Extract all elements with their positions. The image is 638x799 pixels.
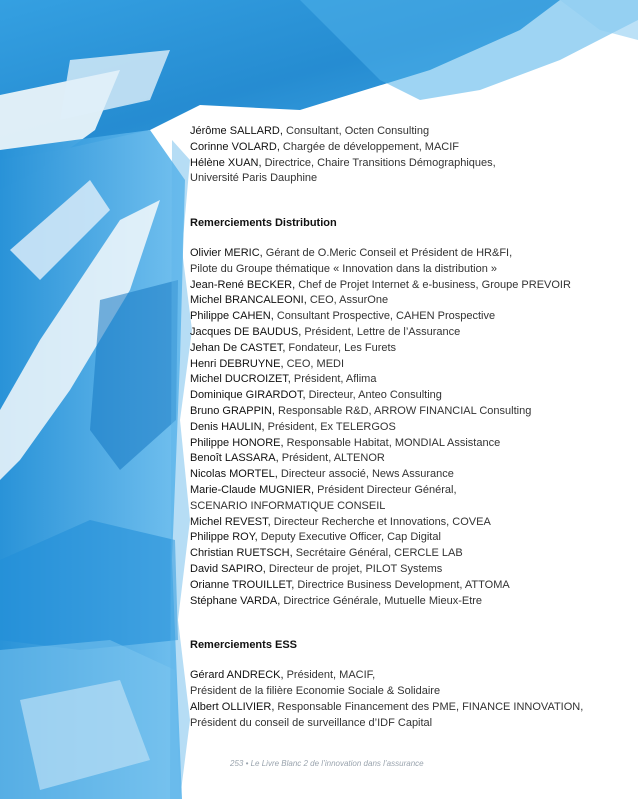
person-role: Directeur de projet, PILOT Systems: [265, 562, 443, 575]
entry: [190, 171, 630, 187]
person-name: Corinne VOLARD,: [190, 140, 280, 153]
person-role: Directrice Business Development, ATTOMA: [294, 578, 510, 591]
person-role: Président, ALTENOR: [278, 452, 385, 465]
person-name: Henri DEBRUYNE,: [190, 357, 284, 370]
page-footer: 253 • Le Livre Blanc 2 de l’innovation dans l’assurance: [230, 759, 424, 768]
entry: [190, 124, 630, 140]
person-role: Président, Aflima: [290, 373, 377, 386]
person-name: Jacques DE BAUDUS,: [190, 325, 302, 338]
person-role: Directeur, Anteo Consulting: [305, 389, 442, 402]
person-role: CEO, MEDI: [283, 357, 345, 370]
section-distribution: [190, 216, 630, 609]
entry: [190, 546, 630, 562]
section-opening: [190, 124, 630, 187]
person-name: Marie-Claude MUGNIER,: [190, 483, 315, 496]
entry: [190, 515, 630, 531]
person-name: Christian RUETSCH,: [190, 547, 293, 560]
person-role: Président du conseil de surveillance d’IDF Capital: [190, 716, 433, 729]
entry: [190, 499, 630, 515]
entry: [190, 451, 630, 467]
person-name: Denis HAULIN,: [190, 420, 265, 433]
person-role: Président, Lettre de l’Assurance: [301, 325, 461, 338]
section-ess: [190, 638, 630, 731]
person-role: Pilote du Groupe thématique « Innovation dans la distribution »: [190, 262, 497, 275]
person-role: CEO, AssurOne: [306, 294, 389, 307]
section-heading: Remerciements Distribution: [190, 217, 337, 230]
person-role: Président, Ex TELERGOS: [264, 420, 396, 433]
person-role: Chef de Projet Internet & e-business, Groupe PREVOIR: [295, 278, 571, 291]
entry: [190, 684, 630, 700]
entry: [190, 140, 630, 156]
person-name: Philippe HONORE,: [190, 436, 284, 449]
entry: [190, 325, 630, 341]
person-name: Stéphane VARDA,: [190, 594, 281, 607]
person-role: Directeur associé, News Assurance: [277, 468, 454, 481]
person-role: Responsable Financement des PME, FINANCE INNOVATION,: [274, 700, 584, 713]
entry: [190, 357, 630, 373]
person-name: Bruno GRAPPIN,: [190, 404, 275, 417]
entry: [190, 404, 630, 420]
person-role: Directrice Générale, Mutuelle Mieux-Etre: [280, 594, 483, 607]
person-role: Deputy Executive Officer, Cap Digital: [257, 531, 441, 544]
person-role: Consultant Prospective, CAHEN Prospective: [273, 310, 496, 323]
entry: [190, 293, 630, 309]
entry: [190, 716, 630, 732]
person-name: Nicolas MORTEL,: [190, 468, 278, 481]
entry: [190, 483, 630, 499]
entry: [190, 388, 630, 404]
person-role: Secrétaire Général, CERCLE LAB: [292, 547, 463, 560]
person-name: Albert OLLIVIER,: [190, 700, 275, 713]
person-role: SCENARIO INFORMATIQUE CONSEIL: [190, 499, 386, 512]
person-name: Philippe ROY,: [190, 531, 258, 544]
person-role: Gérant de O.Meric Conseil et Président de HR&FI,: [262, 246, 513, 259]
entry: [190, 309, 630, 325]
person-name: Hélène XUAN,: [190, 156, 262, 169]
entry: [190, 668, 630, 684]
person-role: Président, MACIF,: [283, 669, 376, 682]
entry: [190, 341, 630, 357]
entry: [190, 278, 630, 294]
entry: [190, 562, 630, 578]
entry: [190, 467, 630, 483]
person-role: Chargée de développement, MACIF: [279, 140, 460, 153]
person-role: Responsable Habitat, MONDIAL Assistance: [283, 436, 501, 449]
section-heading: Remerciements ESS: [190, 639, 297, 652]
person-name: Benoît LASSARA,: [190, 452, 279, 465]
person-role: Fondateur, Les Furets: [285, 341, 397, 354]
person-name: Olivier MERIC,: [190, 246, 263, 259]
person-name: Dominique GIRARDOT,: [190, 389, 306, 402]
entry: [190, 246, 630, 262]
entry: [190, 420, 630, 436]
entry: [190, 530, 630, 546]
person-role: Responsable R&D, ARROW FINANCIAL Consulting: [274, 404, 532, 417]
entry: [190, 156, 630, 172]
entry: [190, 262, 630, 278]
person-name: Orianne TROUILLET,: [190, 578, 295, 591]
person-role: Président de la filière Economie Sociale & Solidaire: [190, 684, 441, 697]
person-name: Jérôme SALLARD,: [190, 125, 283, 137]
acknowledgements-content: [190, 124, 630, 731]
person-name: Gérard ANDRECK,: [190, 669, 284, 682]
person-role: Directrice, Chaire Transitions Démographiques,: [261, 156, 496, 169]
entry: [190, 700, 630, 716]
person-name: David SAPIRO,: [190, 562, 266, 575]
entry: [190, 594, 630, 610]
person-name: Jean-René BECKER,: [190, 278, 296, 291]
person-name: Philippe CAHEN,: [190, 310, 274, 323]
entry: [190, 578, 630, 594]
person-name: Michel DUCROIZET,: [190, 373, 291, 386]
entry: [190, 436, 630, 452]
person-role: Consultant, Octen Consulting: [282, 125, 430, 137]
person-name: Michel REVEST,: [190, 515, 271, 528]
person-role: Directeur Recherche et Innovations, COVEA: [270, 515, 491, 528]
person-role: Président Directeur Général,: [314, 483, 457, 496]
entry: [190, 372, 630, 388]
person-role: Université Paris Dauphine: [190, 172, 318, 185]
person-name: Michel BRANCALEONI,: [190, 294, 307, 307]
person-name: Jehan De CASTET,: [190, 341, 286, 354]
